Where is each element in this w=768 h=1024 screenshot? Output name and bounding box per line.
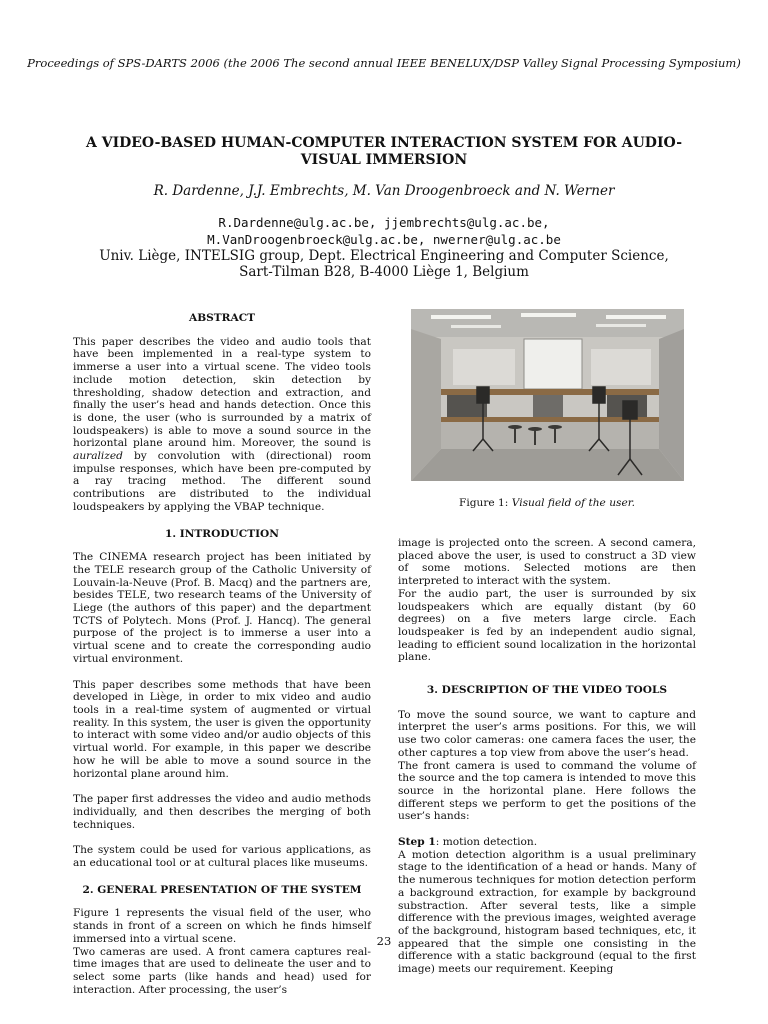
paragraph: A motion detection algorithm is a usual preliminary stage to the identification of a head or hands. Many of the numerous techniques for motion detection perform a background extraction, for example by background substraction. After several tests, like a simple difference with the previous images, weighted average of the background, histogram based techniques, etc, it appeared that the simple one consisting in the difference with a static background (equal to the first image) meets our requirement. Keeping bbox=[398, 848, 696, 976]
paragraph: The paper first addresses the video and audio methods individually, and then describes the merging of both techniques. bbox=[73, 793, 371, 831]
paragraph: image is projected onto the screen. A second camera, placed above the user, is used to construct a 3D view of some motions. Selected motions are then interpreted to interact with the system. bbox=[398, 537, 696, 588]
caption-text: Visual field of the user. bbox=[511, 497, 635, 509]
email-line: R.Dardenne@ulg.ac.be, jjembrechts@ulg.ac.be, bbox=[218, 215, 550, 230]
paragraph: The system could be used for various applications, as an educational tool or at cultural places like museums. bbox=[73, 844, 371, 870]
section-heading-introduction: 1. INTRODUCTION bbox=[165, 527, 279, 540]
paragraph: Two cameras are used. A front camera captures real-time images that are used to delineate the user and to select some parts (like hands and head) used for interaction. After processing, the user’s bbox=[73, 945, 371, 996]
step-label: Step 1 bbox=[398, 836, 436, 849]
paragraph: Figure 1 represents the visual field of the user, who stands in front of a screen on which he finds himself immersed into a virtual scene. bbox=[73, 907, 371, 945]
left-column bbox=[73, 312, 371, 996]
abstract-text-part: by convolution with (directional) room impulse responses, which have been pre-computed by a ray tracing method. The different sound contributions are distributed to the individual loudspeakers by applying the VBAP technique. bbox=[73, 450, 371, 513]
figure-caption bbox=[398, 497, 696, 510]
paragraph: For the audio part, the user is surrounded by six loudspeakers which are equally distant (by 60 degrees) on a five meters large circle. Each loudspeaker is fed by an independent audio signal, leading to efficient sound localization in the horizontal plane. bbox=[398, 587, 696, 664]
step-text: : motion detection. bbox=[435, 836, 538, 849]
paragraph: The CINEMA research project has been initiated by the TELE research group of the Catholic University of Louvain-la-Neuve (Prof. B. Macq) and the partners are, besides TELE, two research teams of the University of Liege (the authors of this paper) and the department TCTS of Polytech. Mons (Prof. J. Hancq). The general purpose of the project is to immerse a user into a virtual scene and to create the corresponding audio virtual environment. bbox=[73, 551, 371, 665]
paragraph: To move the sound source, we want to capture and interpret the user’s arms positions. For this, we will use two color cameras: one camera faces the user, the other captures a top view from above the user’s head. bbox=[398, 708, 696, 759]
abstract-text bbox=[73, 336, 371, 514]
step-label-line bbox=[398, 836, 696, 849]
section-heading-general: 2. GENERAL PRESENTATION OF THE SYSTEM bbox=[82, 883, 362, 896]
affiliation-line: Sart-Tilman B28, B-4000 Liège 1, Belgium bbox=[239, 264, 529, 280]
paragraph: This paper describes some methods that have been developed in Liège, in order to mix video and audio tools in a real-time system of augmented or virtual reality. In this system, the user is given the opportunity to interact with some video and/or audio objects of this virtual world. For example, in this paper we describe how he will be able to move a sound source in the horizontal plane around him. bbox=[73, 678, 371, 780]
page-number: 23 bbox=[376, 934, 392, 948]
section-heading-video-tools: 3. DESCRIPTION OF THE VIDEO TOOLS bbox=[426, 684, 668, 697]
lab-room-illustration bbox=[411, 309, 684, 481]
affiliation-line: Univ. Liège, INTELSIG group, Dept. Electrical Engineering and Computer Science, bbox=[99, 248, 669, 264]
caption-label: Figure 1: bbox=[459, 497, 512, 509]
running-header: Proceedings of SPS-DARTS 2006 (the 2006 The second annual IEEE BENELUX/DSP Valley Signal Processing Symposium) bbox=[27, 56, 741, 70]
figure-photo bbox=[411, 309, 684, 481]
author-emails bbox=[0, 214, 768, 248]
author-list: R. Dardenne, J.J. Embrechts, M. Van Droogenbroeck and N. Werner bbox=[153, 183, 615, 199]
right-column bbox=[398, 537, 696, 976]
abstract-text-part: This paper describes the video and audio tools that have been implemented in a real-type system to immerse a user into a virtual scene. The video tools include motion detection, skin detection by thresholding, shadow detection and extraction, and finally the user’s head and hands detection. Once this is done, the user (who is surrounded by a matrix of loudspeakers) is able to move a sound source in the horizontal plane around him. Moreover, the sound is bbox=[73, 335, 371, 450]
paragraph: The front camera is used to command the volume of the source and the top camera is intended to move this source in the horizontal plane. Here follows the different steps we perform to get the positions of the user’s hands: bbox=[398, 759, 696, 823]
affiliation bbox=[0, 248, 768, 280]
paper-title: A VIDEO-BASED HUMAN-COMPUTER INTERACTION SYSTEM FOR AUDIO-VISUAL IMMERSION bbox=[85, 135, 683, 168]
abstract-emphasis: auralized bbox=[73, 450, 123, 463]
email-line: M.VanDroogenbroeck@ulg.ac.be, nwerner@ulg.ac.be bbox=[207, 232, 561, 247]
abstract-heading: ABSTRACT bbox=[188, 312, 256, 324]
